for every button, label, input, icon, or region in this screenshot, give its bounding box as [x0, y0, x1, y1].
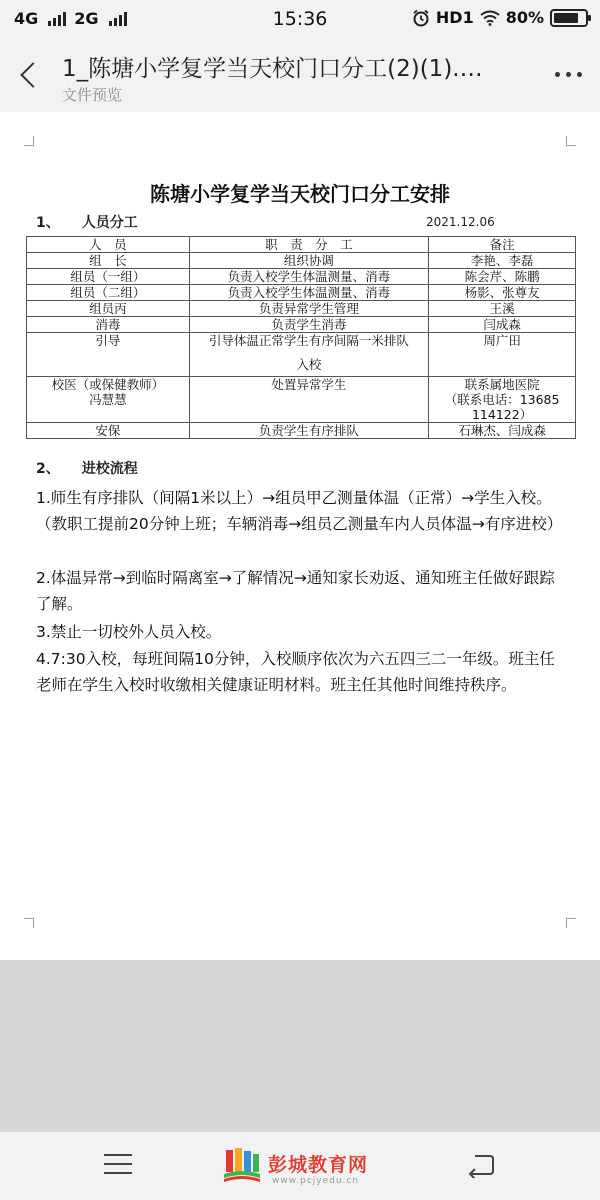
section-heading	[36, 212, 138, 232]
cell-line: 引导体温正常学生有序间隔一米排队	[208, 333, 409, 348]
table-header: 职 责 分 工	[189, 237, 429, 253]
table-row	[27, 285, 576, 301]
table-row	[27, 423, 576, 439]
clock: 15:36	[272, 8, 328, 30]
table-header-row	[27, 237, 576, 253]
table-row	[27, 253, 576, 269]
table-cell: 组员（一组）	[27, 269, 190, 285]
network-4g-label: 4G	[14, 9, 39, 28]
bottom-nav-bar	[0, 1132, 600, 1200]
table-cell: 负责入校学生体温测量、消毒	[189, 269, 429, 285]
crop-mark	[24, 918, 34, 928]
table-cell: 安保	[27, 423, 190, 439]
table-cell: 组员（二组）	[27, 285, 190, 301]
table-cell: 负责入校学生体温测量、消毒	[189, 285, 429, 301]
table-cell: 陈会芹、陈鹏	[429, 269, 576, 285]
menu-icon[interactable]	[104, 1154, 132, 1176]
section-number: 2、	[36, 461, 60, 477]
table-cell: 引导	[27, 333, 190, 377]
duty-table	[26, 236, 576, 439]
battery-icon	[550, 9, 588, 27]
table-cell: 负责学生消毒	[189, 317, 429, 333]
table-cell: 王溪	[429, 301, 576, 317]
logo-url: www.pcjyedu.cn	[272, 1176, 360, 1186]
status-bar	[0, 0, 600, 40]
table-cell: 组员丙	[27, 301, 190, 317]
file-title: 1_陈塘小学复学当天校门口分工(2)(1).…	[62, 56, 483, 82]
table-row	[27, 269, 576, 285]
process-paragraph: 2.体温异常→到临时隔离室→了解情况→通知家长劝返、通知班主任做好跟踪了解。	[36, 569, 555, 613]
table-cell: 组织协调	[189, 253, 429, 269]
section-title: 人员分工	[81, 215, 138, 231]
cell-line: 入校	[296, 357, 322, 372]
table-cell	[27, 377, 190, 423]
document-page[interactable]	[0, 112, 600, 960]
alarm-icon	[412, 9, 430, 27]
table-cell	[189, 333, 429, 377]
table-cell: 处置异常学生	[189, 377, 429, 423]
table-cell	[429, 377, 576, 423]
cell-line: 冯慧慧	[89, 392, 127, 407]
section-title: 进校流程	[81, 461, 138, 477]
hd-label: HD1	[435, 8, 474, 27]
book-logo-icon	[222, 1148, 262, 1184]
crop-mark	[566, 918, 576, 928]
wifi-icon	[480, 10, 500, 26]
table-row	[27, 317, 576, 333]
table-cell: 闫成森	[429, 317, 576, 333]
table-row	[27, 301, 576, 317]
table-header: 备注	[429, 237, 576, 253]
preview-background	[0, 960, 600, 1132]
cell-line: 联系属地医院	[464, 377, 540, 392]
section-number: 1、	[36, 215, 60, 231]
cell-line: 114122）	[471, 407, 533, 422]
cell-line: 校医（或保健教师）	[51, 377, 165, 392]
process-paragraph: 1.师生有序排队（间隔1米以上）→组员甲乙测量体温（正常）→学生入校。（教职工提前20分钟上班；车辆消毒→组员乙测量车内人员体温→有序进校）	[36, 489, 563, 533]
process-paragraph: 4.7:30入校，每班间隔10分钟，入校顺序依次为六五四三二一年级。班主任老师在学生入校时收缴相关健康证明材料。班主任其他时间维持秩序。	[36, 650, 555, 694]
document-title: 陈塘小学复学当天校门口分工安排	[150, 182, 450, 206]
return-icon[interactable]	[466, 1152, 496, 1178]
table-cell: 负责学生有序排队	[189, 423, 429, 439]
app-bar	[0, 40, 600, 112]
process-paragraph: 3.禁止一切校外人员入校。	[36, 623, 222, 641]
network-2g-label: 2G	[74, 9, 99, 28]
table-row	[27, 333, 576, 377]
table-cell: 负责异常学生管理	[189, 301, 429, 317]
site-logo	[222, 1146, 382, 1190]
table-cell: 组 长	[27, 253, 190, 269]
section-heading	[36, 458, 138, 478]
crop-mark	[24, 136, 34, 146]
file-subtitle: 文件预览	[62, 86, 123, 104]
table-cell: 消毒	[27, 317, 190, 333]
status-right	[412, 8, 588, 27]
table-row	[27, 377, 576, 423]
crop-mark	[566, 136, 576, 146]
battery-level	[554, 13, 578, 23]
table-cell: 杨影、张尊友	[429, 285, 576, 301]
table-cell: 李艳、李磊	[429, 253, 576, 269]
table-cell: 石琳杰、闫成森	[429, 423, 576, 439]
logo-text: 彭城教育网	[268, 1154, 369, 1176]
cell-line: （联系电话：13685	[444, 392, 560, 407]
more-options-icon[interactable]	[555, 72, 582, 77]
table-header: 人 员	[27, 237, 190, 253]
battery-percent: 80%	[505, 8, 544, 27]
back-arrow-icon[interactable]	[16, 60, 44, 92]
document-date: 2021.12.06	[426, 215, 495, 229]
table-cell: 周广田	[429, 333, 576, 377]
